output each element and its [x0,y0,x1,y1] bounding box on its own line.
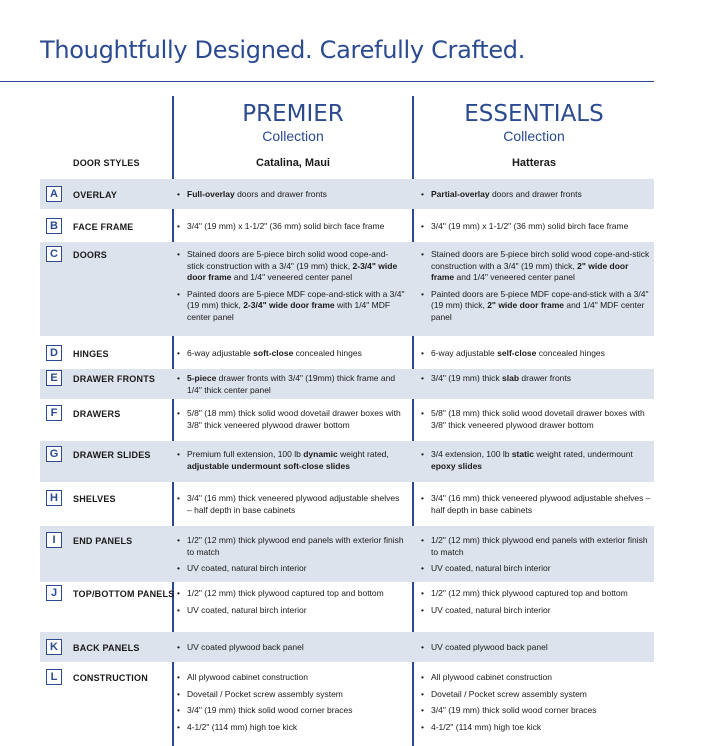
spec-bullet [421,249,651,284]
spec-bullet [421,221,651,233]
essentials-spec-cell [421,348,651,360]
spec-text: UV coated, natural birch interior [187,604,307,615]
premier-collection-name: PREMIER [242,101,344,127]
essentials-collection-name: ESSENTIALS [464,101,604,127]
table-row [40,632,654,662]
row-letter-badge: L [46,669,62,685]
spec-text: UV coated plywood back panel [431,642,548,652]
spec-bullet [177,563,405,575]
spec-text-bold: epoxy slides [431,460,483,471]
row-label: DRAWERS [73,409,121,419]
spec-text-bold: dynamic [303,449,338,459]
spec-text: UV coated, natural birch interior [187,563,307,573]
spec-text: concealed hinges [536,348,605,358]
spec-text: doors and drawer fronts [234,189,327,199]
spec-bullet [421,373,651,385]
premier-spec-cell [177,493,405,516]
table-row [40,242,654,336]
table-row [40,584,654,630]
spec-text-bold: adjustable undermount soft-close slides [187,460,350,471]
spec-text: 3/4" (19 mm) x 1-1/2" (36 mm) solid birch face frame [431,221,629,231]
spec-text: and 1/4" veneered center panel [231,272,353,282]
spec-text-bold: Full-overlay [187,189,235,199]
essentials-collection-header [414,100,654,144]
spec-bullet [177,249,405,284]
premier-spec-cell [177,588,405,616]
premier-spec-cell [177,189,405,201]
spec-text-bold: soft-close [253,348,294,358]
spec-bullet [177,722,405,734]
spec-bullet [177,672,405,684]
row-label: OVERLAY [73,190,118,200]
premier-collection-subtitle: Collection [262,128,324,144]
spec-text: Dovetail / Pocket screw assembly system [187,688,343,699]
spec-text: All plywood cabinet construction [431,672,552,682]
spec-bullet [177,535,405,558]
essentials-spec-cell [421,535,651,575]
spec-text: Painted doors are 5-piece MDF cope-and-stick with a 3/4" (19 mm) thick, [187,288,405,310]
spec-bullet [177,588,405,600]
premier-spec-cell [177,221,405,233]
spec-bullet [421,605,651,617]
table-row [40,179,654,209]
spec-text: All plywood cabinet construction [187,672,308,682]
spec-text: and 1/4" veneered center panel [454,272,575,282]
spec-text-bold: static [511,449,535,459]
essentials-spec-cell [421,249,651,323]
row-label: BACK PANELS [73,643,140,653]
row-letter-badge: E [46,370,62,386]
row-label: END PANELS [73,536,133,546]
row-label: DRAWER SLIDES [73,450,151,460]
premier-collection-header [174,100,412,144]
spec-text: 3/4" (16 mm) thick veneered plywood adjustable shelves – half depth in base cabinets [187,493,400,515]
essentials-spec-cell [421,642,651,654]
spec-text: 1/2" (12 mm) thick plywood end panels with exterior finish to match [431,535,648,557]
row-letter-badge: C [46,246,62,262]
premier-spec-cell [177,535,405,575]
table-row [40,664,654,746]
premier-spec-cell [177,672,405,733]
spec-text: 5/8" (18 mm) thick solid wood dovetail drawer boxes with 3/8" thick veneered plywood drawer bottom [187,408,401,430]
table-row [40,401,654,439]
spec-text: 1/2" (12 mm) thick plywood captured top and bottom [187,588,384,598]
row-letter-badge: H [46,490,62,506]
premier-spec-cell [177,348,405,360]
spec-bullet [421,189,651,201]
spec-text: concealed hinges [293,348,362,358]
spec-bullet [421,722,651,734]
essentials-spec-cell [421,221,651,233]
row-label: FACE FRAME [73,222,134,232]
table-row [40,369,654,399]
spec-bullet [421,672,651,684]
premier-spec-cell [177,449,405,472]
spec-text: 3/4" (19 mm) thick [431,373,503,383]
spec-text: 5/8" (18 mm) thick solid wood dovetail drawer boxes with 3/8" thick veneered plywood drawer bottom [431,408,645,430]
page-title: Thoughtfully Designed. Carefully Crafted. [40,36,526,64]
spec-bullet [421,348,651,360]
row-label: DRAWER FRONTS [73,374,156,384]
spec-bullet [177,289,405,324]
spec-bullet [421,449,651,472]
spec-text-bold: 5-piece [187,373,217,383]
spec-bullet [421,705,651,717]
spec-text-bold: 2-3/4" wide door frame [187,260,398,282]
spec-text: 3/4" (16 mm) thick veneered plywood adjustable shelves – half depth in base cabinets [431,493,651,515]
spec-bullet [177,189,405,201]
spec-bullet [177,705,405,717]
spec-text: UV coated, natural birch interior [431,604,551,615]
spec-bullet [177,493,405,516]
essentials-spec-cell [421,408,651,431]
spec-bullet [177,408,405,431]
spec-bullet [421,689,651,701]
spec-text: drawer fronts [519,373,572,383]
essentials-spec-cell [421,449,651,472]
spec-text: 4-1/2" (114 mm) high toe kick [187,721,298,732]
table-row [40,441,654,482]
spec-text-bold: Partial-overlay [431,189,490,199]
spec-text: drawer fronts with 3/4" (19mm) thick frame and 1/4" thick center panel [187,373,396,395]
table-row [40,484,654,524]
spec-text: UV coated, natural birch interior [431,563,551,573]
premier-spec-cell [177,642,405,654]
spec-bullet [177,689,405,701]
essentials-door-styles: Hatteras [511,157,557,169]
premier-spec-cell [177,408,405,431]
spec-text: UV coated plywood back panel [187,642,304,652]
spec-text: weight rated, undermount [534,449,633,459]
spec-text: 6-way adjustable [187,348,254,358]
spec-text-bold: slab [502,373,520,383]
essentials-spec-cell [421,588,651,616]
table-row [40,338,654,367]
spec-bullet [177,605,405,617]
spec-text: with 1/4" MDF center panel [187,300,391,322]
essentials-spec-cell [421,493,651,516]
spec-text-bold: 2-3/4" wide door frame [243,300,335,310]
spec-bullet [177,373,405,396]
spec-bullet [177,348,405,360]
row-label: DOORS [73,250,108,260]
spec-text: Stained doors are 5-piece birch solid wood cope-and-stick construction with a 3/4" (19 mm) thick, [431,249,650,271]
spec-text: Dovetail / Pocket screw assembly system [431,688,587,699]
spec-bullet [177,642,405,654]
spec-text: 3/4" (19 mm) thick solid wood corner braces [187,705,353,715]
row-label: CONSTRUCTION [73,673,148,683]
spec-text: Stained doors are 5-piece birch solid wood cope-and-stick construction with a 3/4" (19 mm) thick, [187,249,389,271]
row-label: TOP/BOTTOM PANELS [73,589,175,599]
row-letter-badge: G [46,446,62,462]
spec-text: Premium full extension, 100 lb [187,449,304,459]
premier-spec-cell [177,373,405,396]
spec-bullet [421,493,651,516]
essentials-spec-cell [421,672,651,733]
premier-spec-cell [177,249,405,323]
row-label: SHELVES [73,494,116,504]
spec-text: 3/4 extension, 100 lb [431,449,512,459]
spec-bullet [421,408,651,431]
premier-door-styles: Catalina, Maui [256,157,330,169]
row-letter-badge: J [46,585,62,601]
title-divider [0,81,654,82]
row-letter-badge: I [46,532,62,548]
essentials-spec-cell [421,373,651,385]
spec-bullet [177,449,405,472]
spec-bullet [421,563,651,575]
spec-text-bold: 2" wide door frame [431,260,629,282]
essentials-spec-cell [421,189,651,201]
spec-text: 3/4" (19 mm) x 1-1/2" (36 mm) solid birch face frame [187,221,385,231]
door-styles-label: DOOR STYLES [73,158,140,168]
spec-text-bold: self-close [497,348,537,358]
row-letter-badge: D [46,345,62,361]
essentials-collection-subtitle: Collection [503,128,565,144]
spec-bullet [421,588,651,600]
row-letter-badge: K [46,639,62,655]
spec-text: 1/2" (12 mm) thick plywood end panels with exterior finish to match [187,535,404,557]
spec-text: doors and drawer fronts [489,189,582,199]
spec-text: 1/2" (12 mm) thick plywood captured top and bottom [431,588,628,598]
spec-text: 6-way adjustable [431,348,498,358]
spec-text: 4-1/2" (114 mm) high toe kick [431,721,542,732]
row-letter-badge: F [46,405,62,421]
table-row [40,211,654,240]
spec-bullet [421,642,651,654]
spec-text: 3/4" (19 mm) thick solid wood corner braces [431,705,597,715]
spec-text-bold: 2" wide door frame [487,300,564,310]
spec-bullet [177,221,405,233]
spec-bullet [421,535,651,558]
spec-text: and 1/4" MDF center panel [431,300,645,322]
row-letter-badge: A [46,186,62,202]
table-row [40,526,654,582]
spec-text: Painted doors are 5-piece MDF cope-and-stick with a 3/4" (19 mm) thick, [431,288,649,310]
row-label: HINGES [73,349,109,359]
spec-bullet [421,289,651,324]
spec-text: weight rated, [337,449,389,459]
row-letter-badge: B [46,218,62,234]
